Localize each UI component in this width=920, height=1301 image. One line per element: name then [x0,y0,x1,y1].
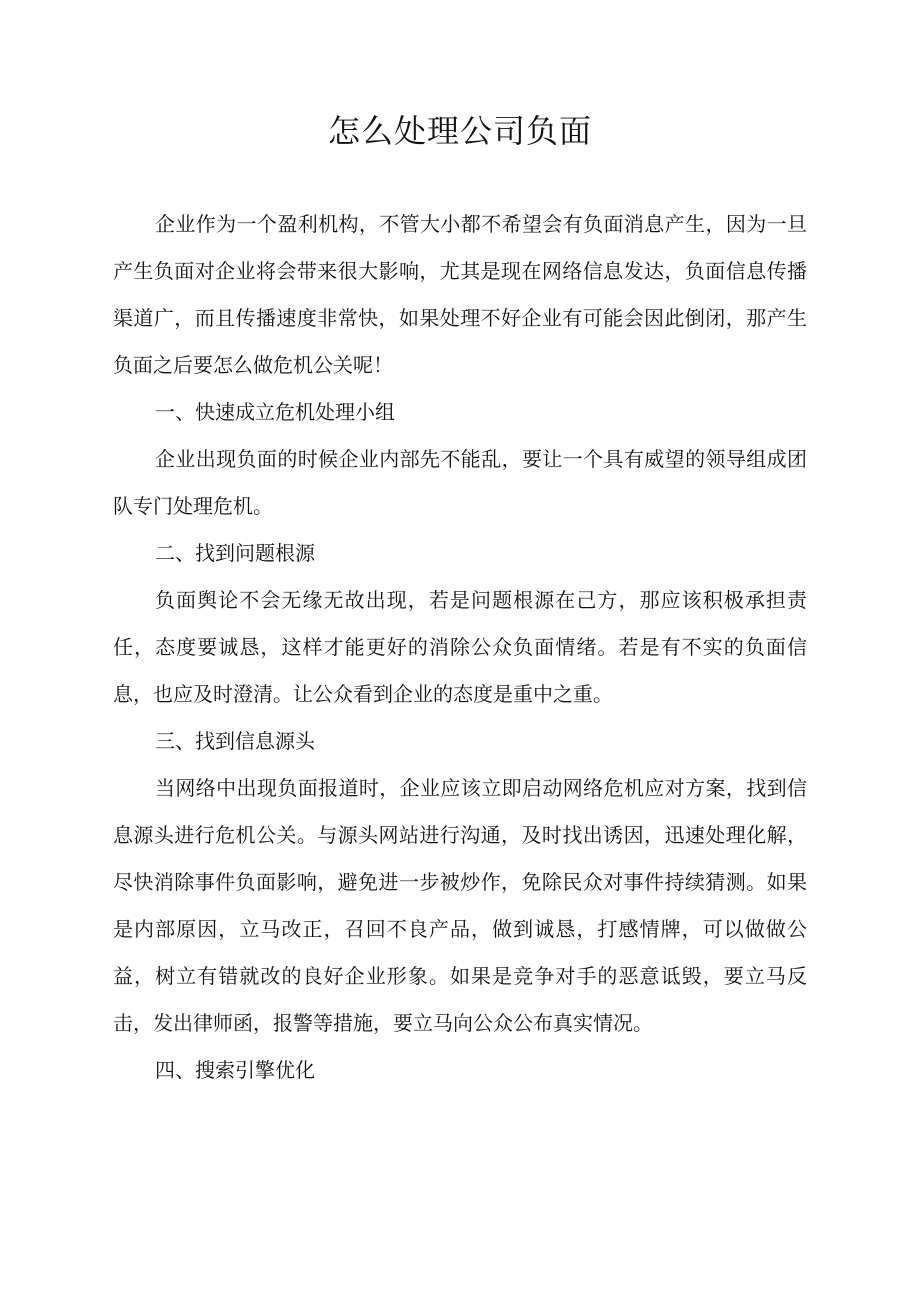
intro-paragraph: 企业作为一个盈利机构，不管大小都不希望会有负面消息产生，因为一旦产生负面对企业将会带来很大影响，尤其是现在网络信息发达，负面信息传播渠道广，而且传播速度非常快，如果处理不好企业有可能会因此倒闭，那产生负面之后要怎么做危机公关呢！ [113,212,807,377]
section-paragraph-3: 当网络中出现负面报道时，企业应该立即启动网络危机应对方案，找到信息源头进行危机公关。与源头网站进行沟通，及时找出诱因，迅速处理化解，尽快消除事件负面影响，避免进一步被炒作，免除民众对事件持续猜测。如果是内部原因，立马改正，召回不良产品，做到诚恳，打感情牌，可以做做公益，树立有错就改的良好企业形象。如果是竞争对手的恶意诋毁，要立马反击，发出律师函，报警等措施，要立马向公众公布真实情况。 [113,776,807,1035]
section-paragraph-1: 企业出现负面的时候企业内部先不能乱，要让一个具有威望的领导组成团队专门处理危机。 [113,447,807,518]
document-body [113,201,807,1094]
section-paragraph-2: 负面舆论不会无缘无故出现，若是问题根源在己方，那应该积极承担责任，态度要诚恳，这样才能更好的消除公众负面情绪。若是有不实的负面信息，也应及时澄清。让公众看到企业的态度是重中之重。 [113,588,807,706]
document-title: 怎么处理公司负面 [327,112,592,150]
section-heading-1: 一、快速成立危机处理小组 [155,400,395,424]
section-heading-3: 三、找到信息源头 [155,729,315,753]
section-heading-4: 四、搜索引擎优化 [155,1058,315,1082]
section-heading-2: 二、找到问题根源 [155,541,315,565]
